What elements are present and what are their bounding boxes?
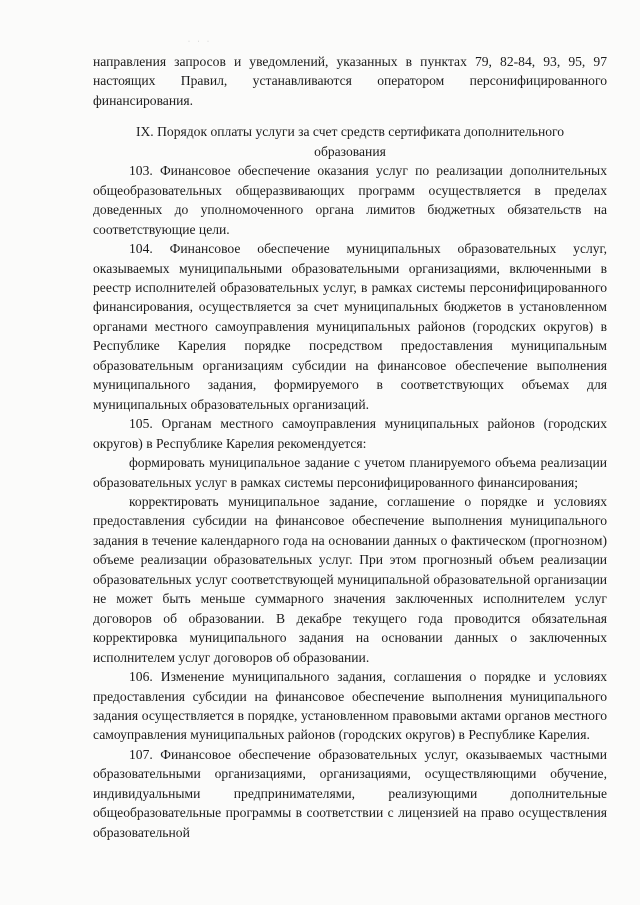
section-heading: IX. Порядок оплаты услуги за счет средств сертификата дополнительного образования [135,124,565,159]
paragraph-105: 105. Органам местного самоуправления муниципальных районов (городских округов) в Республике Карелия рекомендуется: [93,416,607,451]
paragraph-106: 106. Изменение муниципального задания, соглашения о порядке и условиях предоставления субсидии на финансовое обеспечение выполнения муниципального задания осуществляется в порядке, установленном правовыми актами органов местного самоуправления муниципальных районов (городских округов) в Республике Карелия. [93,669,607,743]
scan-marks: · · · [188,39,212,45]
paragraph-104: 104. Финансовое обеспечение муниципальных образовательных услуг, оказываемых муниципальными образовательными организациями, включенными в реестр исполнителей образовательных услуг, в рамках системы персонифицированного финансирования, осуществляется за счет муниципальных бюджетов в установленном органами местного самоуправления муниципальных районов (городских округов) в Республике Карелия порядке посредством предоставления муниципальным образовательным организациям субсидии на финансовое обеспечение выполнения муниципального задания, формируемого в соответствующих объемах для муниципальных образовательных организаций. [93,241,607,412]
paragraph-107: 107. Финансовое обеспечение образовательных услуг, оказываемых частными образовательными организациями, организациями, осуществляющими обучение, индивидуальными предпринимателями, реализующими дополнительные общеобразовательные программы в соответствии с лицензией на право осуществления образовательной [93,746,607,840]
document-body [93,52,607,842]
paragraph-105-item-2: корректировать муниципальное задание, соглашение о порядке и условиях предоставления субсидии на финансовое обеспечение выполнения муниципального задания в течение календарного года на основании данных о фактическом (прогнозном) объеме реализации образовательных услуг. При этом прогнозный объем реализации образовательных услуг соответствующей муниципальной образовательной организации не может быть меньше суммарного значения заключенных исполнителем услуг договоров об образовании. В декабре текущего года проводится обязательная корректировка муниципального задания на основании данных о заключенных исполнителем услуг договоров об образовании. [93,493,607,665]
paragraph-103: 103. Финансовое обеспечение оказания услуг по реализации дополнительных общеобразовательных общеразвивающих программ осуществляется в пределах доведенных до уполномоченного органа лимитов бюджетных обязательств на соответствующие цели. [93,163,607,237]
paragraph-105-item-1: формировать муниципальное задание с учетом планируемого объема реализации образовательных услуг в рамках системы персонифицированного финансирования; [93,455,607,490]
paragraph-continuation: направления запросов и уведомлений, указанных в пунктах 79, 82-84, 93, 95, 97 настоящих Правил, устанавливаются оператором персонифицированного финансирования. [93,54,607,108]
